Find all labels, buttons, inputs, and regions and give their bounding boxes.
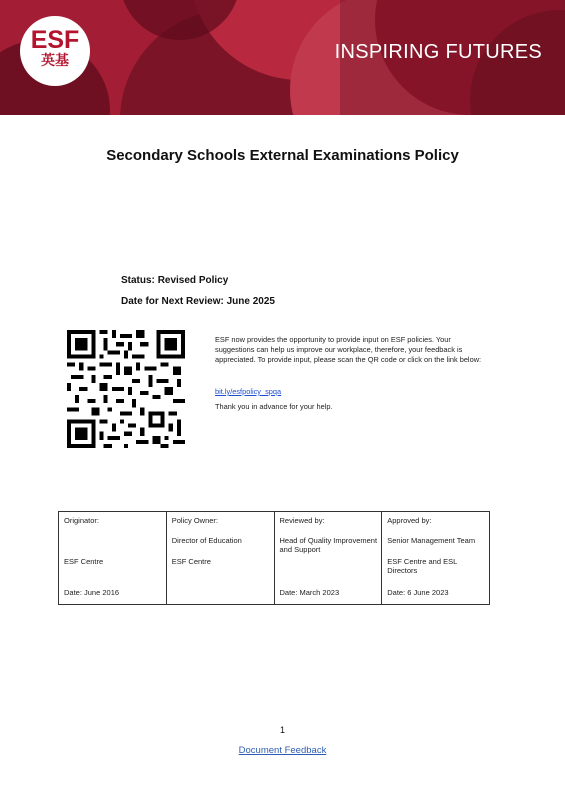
logo-text: ESF [30, 26, 80, 54]
cell-date: Date: March 2023 [279, 588, 340, 597]
status-label: Status: [121, 275, 155, 286]
review-date-line [121, 296, 275, 307]
document-title: Secondary Schools External Examinations Policy [106, 147, 459, 164]
feedback-link[interactable]: bit.ly/esfpolicy_spqa [215, 387, 282, 396]
table-row [59, 512, 490, 605]
table-cell-approved-by [382, 512, 490, 605]
qr-code[interactable] [67, 330, 185, 448]
status-value: Revised Policy [157, 275, 229, 286]
cell-heading: Approved by: [387, 516, 432, 525]
cell-date: Date: 6 June 2023 [387, 588, 449, 597]
review-label: Date for Next Review: [121, 296, 224, 307]
cell-role: Senior Management Team [387, 536, 476, 545]
review-value: June 2025 [226, 296, 275, 307]
cell-heading: Policy Owner: [171, 516, 219, 525]
table-cell-policy-owner [166, 512, 274, 605]
status-line [121, 275, 228, 286]
policy-info-table [58, 511, 490, 605]
table-cell-originator [59, 512, 167, 605]
cell-heading: Originator: [64, 516, 100, 525]
table-cell-reviewed-by [274, 512, 382, 605]
cell-role: Director of Education [171, 536, 242, 545]
cell-role: Head of Quality Improvement and Support [279, 536, 378, 554]
document-feedback-link[interactable]: Document Feedback [238, 745, 327, 756]
logo-chinese-text: 英基 [41, 52, 69, 68]
cell-entity: ESF Centre and ESL Directors [387, 557, 458, 575]
cell-heading: Reviewed by: [279, 516, 325, 525]
header-banner [0, 0, 565, 115]
cell-entity: ESF Centre [64, 557, 104, 566]
feedback-thanks: Thank you in advance for your help. [215, 402, 333, 411]
esf-logo [20, 16, 90, 86]
cell-entity: ESF Centre [171, 557, 211, 566]
tagline: INSPIRING FUTURES [334, 41, 542, 63]
cell-date: Date: June 2016 [64, 588, 120, 597]
feedback-intro: ESF now provides the opportunity to provide input on ESF policies. Your suggestions can help us improve our workplace, therefore, your feedback is appreciated. To provide input, please scan the QR code or click on the link below: [215, 335, 482, 364]
page-number: 1 [279, 725, 285, 735]
